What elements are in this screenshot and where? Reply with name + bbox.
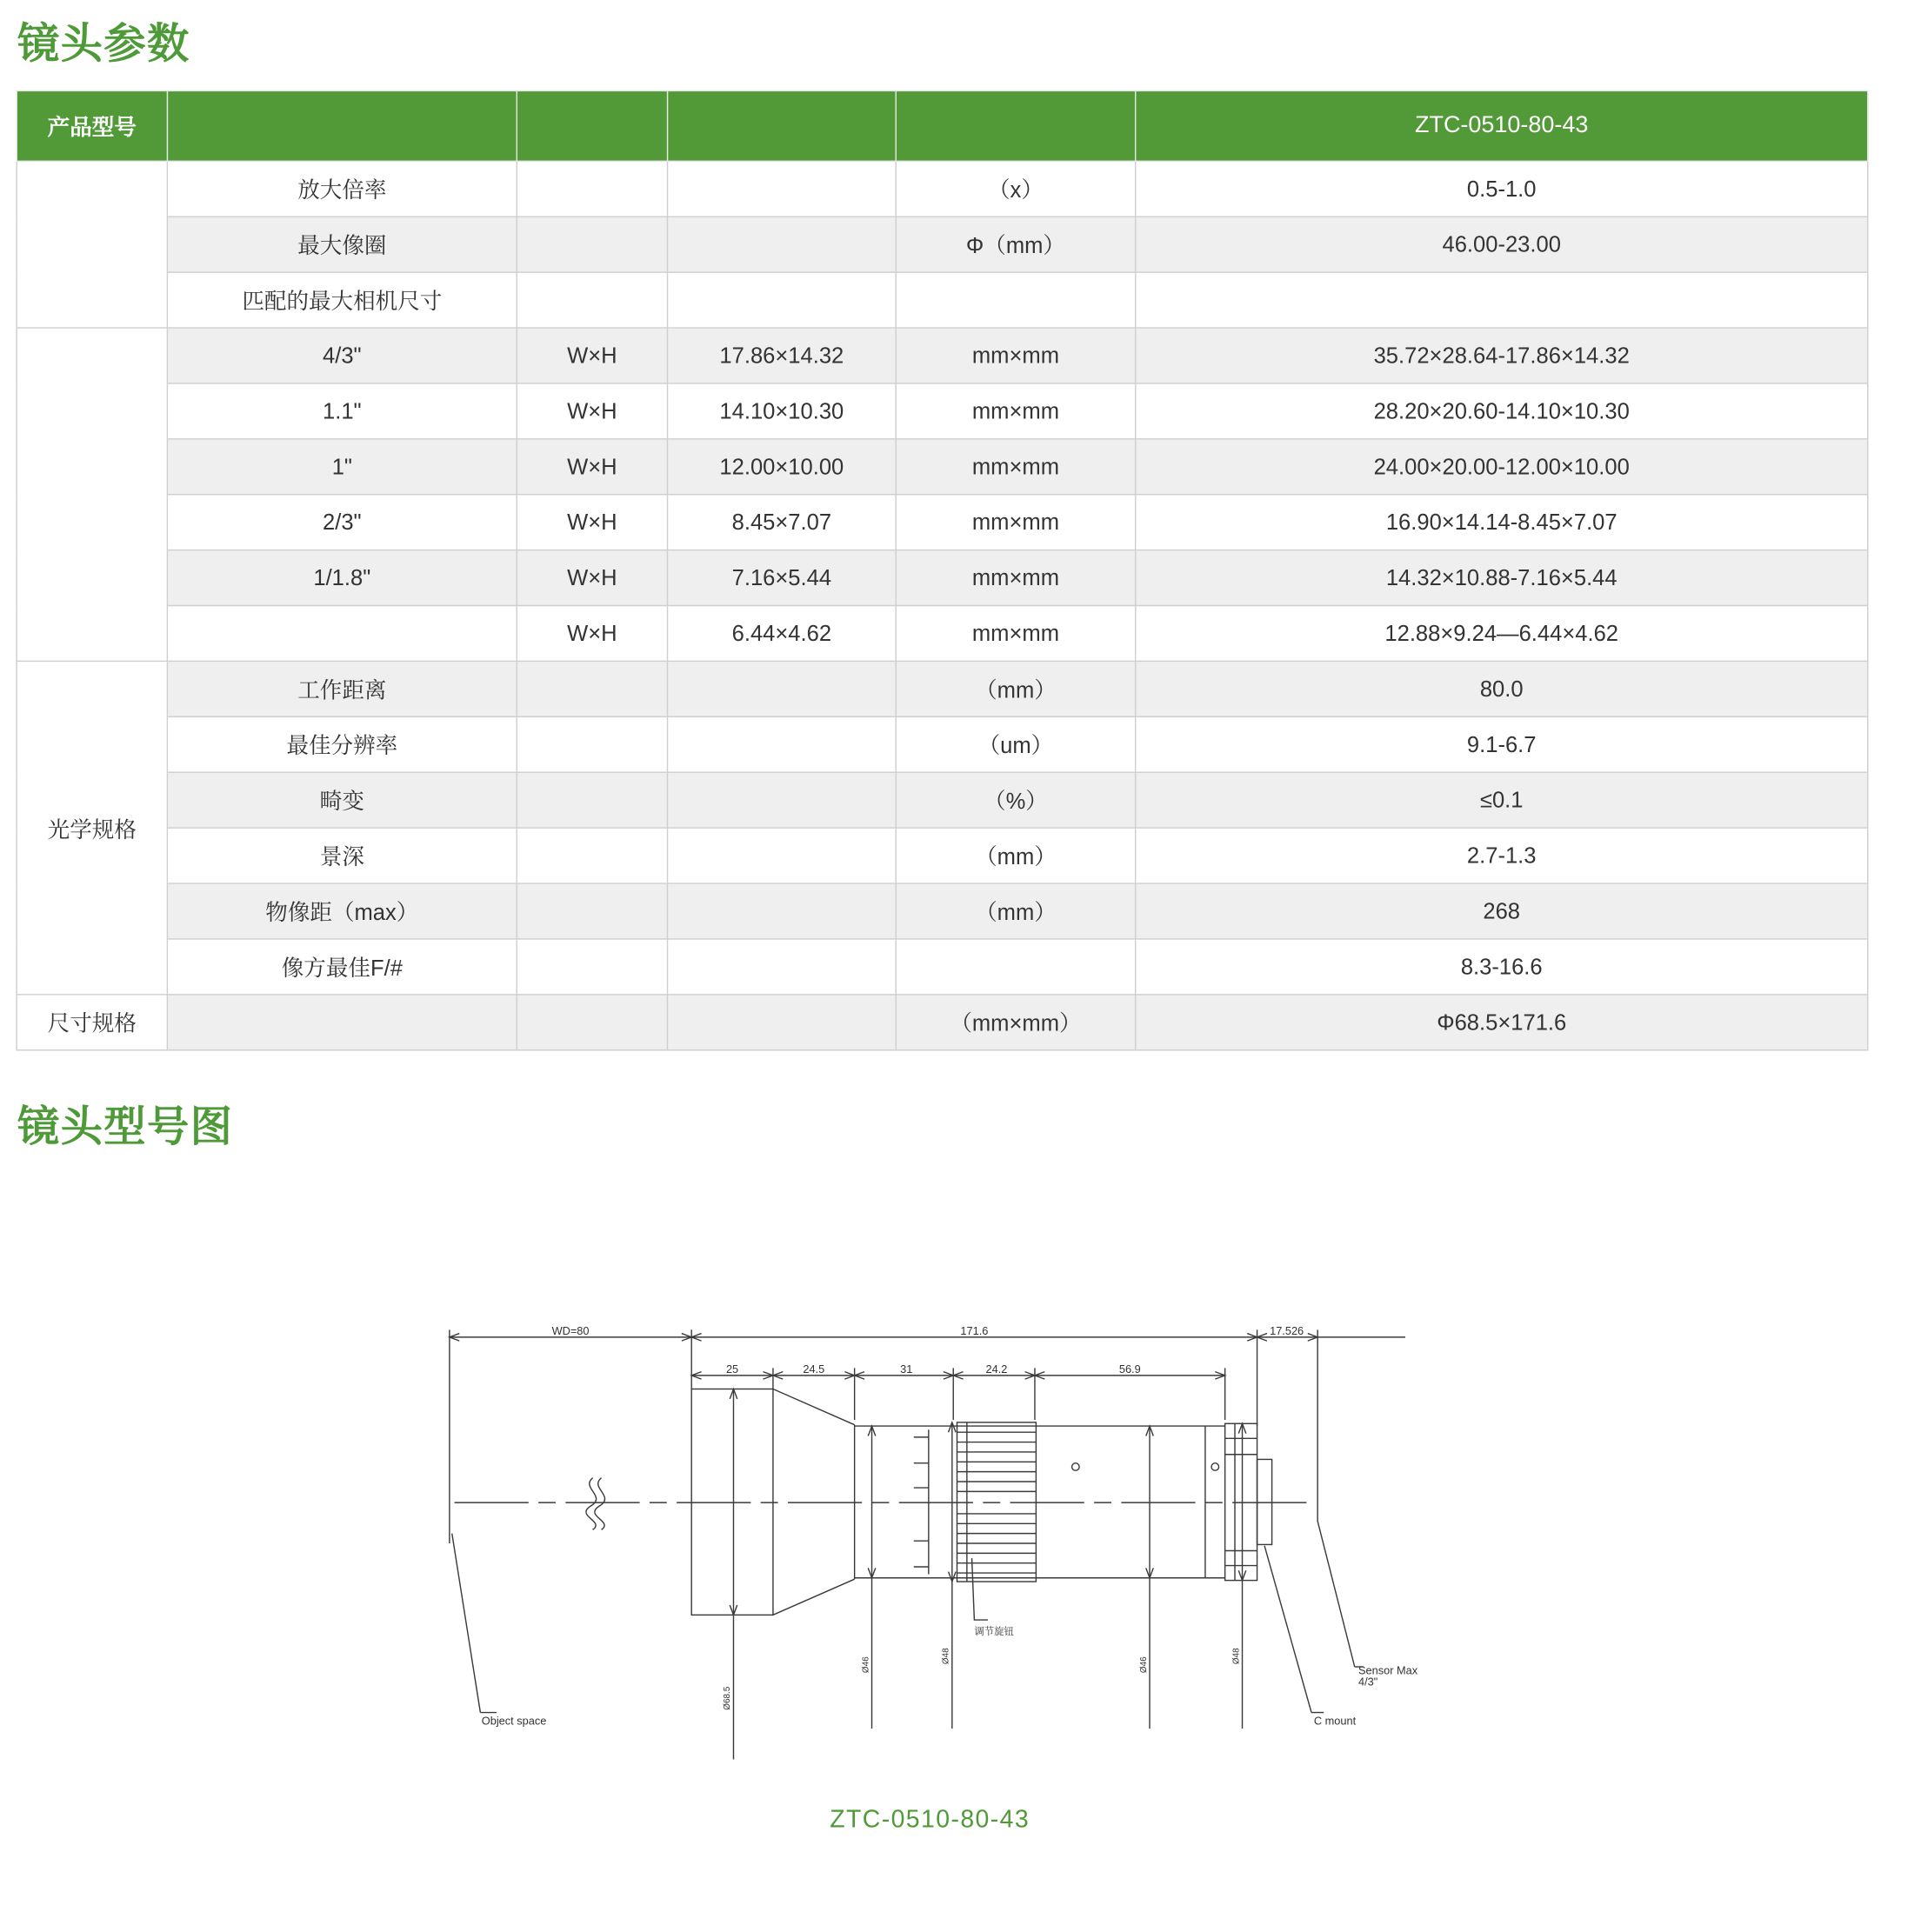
table-row: 畸变 （%） ≤0.1 (17, 772, 1868, 828)
table-row: 物像距（max） （mm） 268 (17, 883, 1868, 939)
dim-total: 171.6 (960, 1324, 989, 1338)
knob-label: 调节旋钮 (974, 1627, 1014, 1638)
table-row: 放大倍率 （x） 0.5-1.0 (17, 161, 1868, 217)
section-title-drawing: 镜头型号图 (17, 1103, 234, 1152)
dim-24-5: 24.5 (803, 1362, 825, 1376)
dim-back: 17.526 (1270, 1324, 1304, 1338)
header-label: 产品型号 (17, 90, 167, 161)
table-row: 1.1" W×H 14.10×10.30 mm×mm 28.20×20.60-14.10×10.30 (17, 383, 1868, 439)
section-title-params: 镜头参数 (17, 19, 190, 70)
table-row: 最大像圈 Φ（mm） 46.00-23.00 (17, 217, 1868, 272)
table-row: 1" W×H 12.00×10.00 mm×mm 24.00×20.00-12.00×10.00 (17, 439, 1868, 495)
object-space-label: Object space (481, 1714, 547, 1728)
table-row: 4/3" W×H 17.86×14.32 mm×mm 35.72×28.64-17.86×14.32 (17, 328, 1868, 383)
group-cell-dimensions: 尺寸规格 (17, 995, 167, 1050)
dim-25: 25 (725, 1362, 739, 1376)
table-row: W×H 6.44×4.62 mm×mm 12.88×9.24—6.44×4.62 (17, 606, 1868, 662)
dim-56-9: 56.9 (1118, 1362, 1141, 1376)
dim-31: 31 (900, 1362, 913, 1376)
dim-dia-68-5: Ø68.5 (723, 1686, 733, 1710)
group-cell-optics: 光学规格 (17, 661, 167, 994)
dim-24-2: 24.2 (985, 1362, 1008, 1376)
table-row: 景深 （mm） 2.7-1.3 (17, 828, 1868, 883)
dim-dia-46-b: Ø46 (1138, 1656, 1149, 1674)
table-row: 尺寸规格 （mm×mm） Φ68.5×171.6 (17, 995, 1868, 1050)
header-model: ZTC-0510-80-43 (1136, 90, 1868, 161)
drawing-caption: ZTC-0510-80-43 (830, 1806, 1031, 1834)
dim-dia-48-b: Ø48 (1231, 1648, 1242, 1665)
table-row: 最佳分辨率 （um） 9.1-6.7 (17, 716, 1868, 772)
table-row: 匹配的最大相机尺寸 (17, 272, 1868, 328)
table-row: 像方最佳F/# 8.3-16.6 (17, 939, 1868, 995)
dim-wd: WD=80 (551, 1324, 590, 1338)
sensor-size-label: 4/3" (1358, 1675, 1378, 1689)
table-row: 2/3" W×H 8.45×7.07 mm×mm 16.90×14.14-8.45×7.07 (17, 495, 1868, 550)
dim-dia-48-a: Ø48 (941, 1648, 951, 1665)
table-row: 光学规格 工作距离 （mm） 80.0 (17, 661, 1868, 716)
dim-dia-46-a: Ø46 (861, 1656, 871, 1674)
sensor-label: Sensor Max (1358, 1663, 1418, 1677)
c-mount-label: C mount (1313, 1714, 1357, 1728)
table-row: 1/1.8" W×H 7.16×5.44 mm×mm 14.32×10.88-7.16×5.44 (17, 550, 1868, 606)
